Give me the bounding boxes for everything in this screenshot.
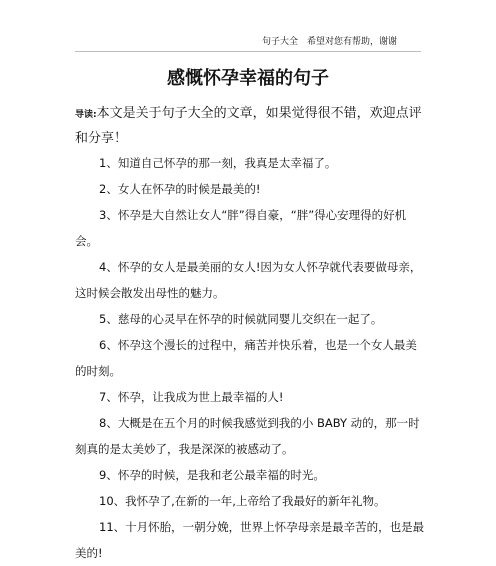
list-item: 3、怀孕是大自然让女人“胖”得自豪，“胖”得心安理得的好机会。 xyxy=(75,208,407,248)
header-thanks-text: 希望对您有帮助，谢谢 xyxy=(307,37,398,47)
intro-paragraph xyxy=(75,102,425,151)
list-item: 10、我怀孕了,在新的一年,上帝给了我最好的新年礼物。 xyxy=(99,494,386,508)
list-item: 11、十月怀胎，一朝分娩，世界上怀孕母亲是最辛苦的，也是最美的! xyxy=(75,520,425,560)
intro-label: 导读: xyxy=(75,110,97,120)
list-item: 7、怀孕，让我成为世上最幸福的人! xyxy=(99,390,284,404)
header-divider xyxy=(75,51,421,52)
list-item: 6、怀孕这个漫长的过程中，痛苦并快乐着，也是一个女人最美的时刻。 xyxy=(75,338,417,378)
sentence-list xyxy=(75,150,427,566)
list-item: 1、知道自己怀孕的那一刻，我真是太幸福了。 xyxy=(99,156,337,170)
document-title: 感慨怀孕幸福的句子 xyxy=(167,68,329,89)
page-header xyxy=(0,35,496,51)
list-item: 9、怀孕的时候，是我和老公最幸福的时光。 xyxy=(99,468,325,482)
list-item: 8、大概是在五个月的时候我感觉到我的小 BABY 动的，那一时刻真的是太美妙了，我是深深的被感动了。 xyxy=(75,416,420,456)
list-item: 2、女人在怀孕的时候是最美的! xyxy=(99,182,261,196)
list-item: 5、慈母的心灵早在怀孕的时候就同婴儿交织在一起了。 xyxy=(99,312,383,326)
list-item: 4、怀孕的女人是最美丽的女人!因为女人怀孕就代表要做母亲，这时候会散发出母性的魅力。 xyxy=(75,260,422,300)
intro-text: 本文是关于句子大全的文章，如果觉得很不错，欢迎点评和分享！ xyxy=(75,106,422,146)
header-site-name: 句子大全 xyxy=(262,37,299,47)
